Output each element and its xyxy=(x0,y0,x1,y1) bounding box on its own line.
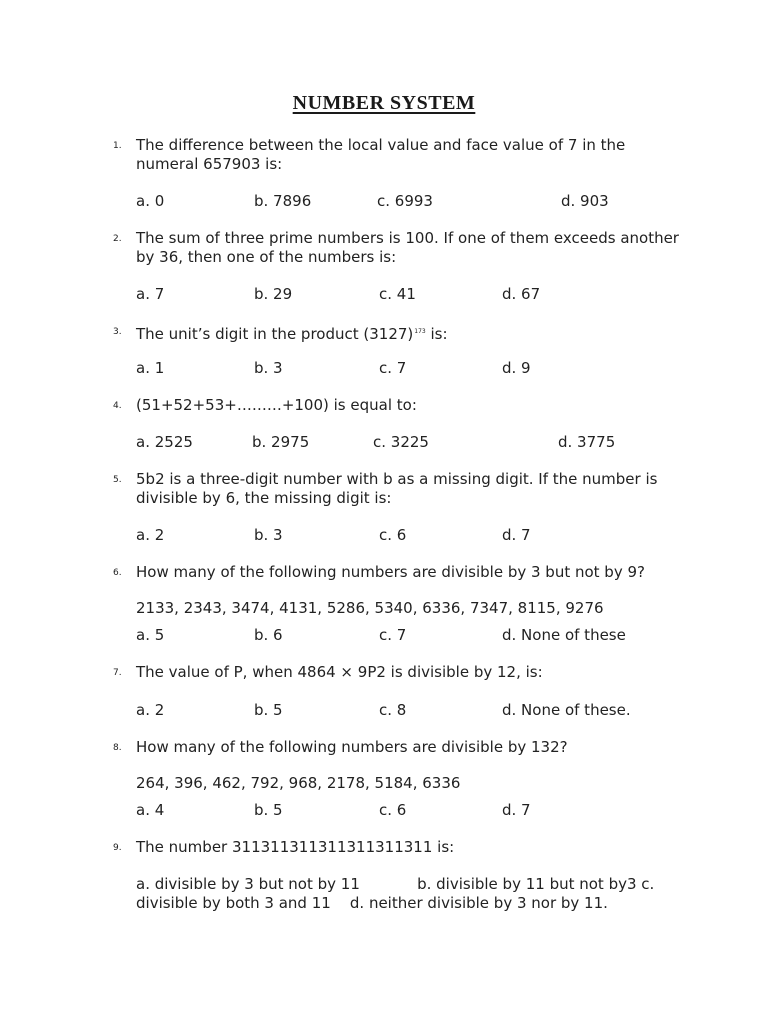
question-text-part: is: xyxy=(425,325,448,343)
question-number: 3. xyxy=(113,327,122,337)
option-d: d. 67 xyxy=(502,285,541,303)
options-9: a. divisible by 3 but not by 11 b. divisible by 11 but not by3 c. divisible by both 3 and 11 d. neither divisible by 3 nor by 11. xyxy=(136,875,660,912)
options-7 xyxy=(0,701,768,721)
exponent: 173 xyxy=(414,328,426,335)
option-c: c. 8 xyxy=(379,701,407,719)
option-a: a. 1 xyxy=(136,359,165,377)
option-a: a. 2 xyxy=(136,701,165,719)
option-a: a. 2525 xyxy=(136,433,193,451)
option-b: b. 29 xyxy=(254,285,293,303)
options-1 xyxy=(0,192,768,212)
option-c: c. 6993 xyxy=(377,192,433,210)
options-8 xyxy=(0,801,768,821)
option-b: b. 6 xyxy=(254,626,283,644)
option-c: c. 7 xyxy=(379,359,407,377)
question-text: The value of P, when 4864 × 9P2 is divisible by 12, is: xyxy=(136,663,543,681)
options-2 xyxy=(0,285,768,305)
option-a: a. 2 xyxy=(136,526,165,544)
number-list: 2133, 2343, 3474, 4131, 5286, 5340, 6336, 7347, 8115, 9276 xyxy=(136,599,604,617)
option-b: b. 7896 xyxy=(254,192,312,210)
option-d: d. 903 xyxy=(561,192,609,210)
question-text: How many of the following numbers are divisible by 132? xyxy=(136,738,568,756)
option-d: d. 7 xyxy=(502,526,531,544)
question-text xyxy=(136,322,681,344)
option-c: c. 6 xyxy=(379,801,407,819)
question-number: 1. xyxy=(113,141,122,151)
option-a: a. 4 xyxy=(136,801,165,819)
option-b: b. 2975 xyxy=(252,433,310,451)
question-number: 2. xyxy=(113,234,122,244)
option-c: c. 41 xyxy=(379,285,416,303)
options-3 xyxy=(0,359,768,379)
option-d: d. None of these. xyxy=(502,701,631,719)
option-b: b. 5 xyxy=(254,801,283,819)
question-text: 5b2 is a three-digit number with b as a missing digit. If the number is divisible by 6, the missing digit is: xyxy=(136,470,658,507)
question-text: The sum of three prime numbers is 100. If one of them exceeds another by 36, then one of the numbers is: xyxy=(136,229,679,266)
question-number: 9. xyxy=(113,843,122,853)
options-5 xyxy=(0,526,768,546)
option-b: b. 3 xyxy=(254,359,283,377)
option-b: b. 5 xyxy=(254,701,283,719)
option-a: a. 5 xyxy=(136,626,165,644)
question-number: 5. xyxy=(113,475,122,485)
option-a: a. 7 xyxy=(136,285,165,303)
options-6 xyxy=(0,626,768,646)
question-number: 7. xyxy=(113,668,122,678)
question-number: 8. xyxy=(113,743,122,753)
option-c: c. 6 xyxy=(379,526,407,544)
question-text-part: The unit’s digit in the product (3127) xyxy=(136,325,414,343)
number-list: 264, 396, 462, 792, 968, 2178, 5184, 6336 xyxy=(136,774,461,792)
option-c: c. 3225 xyxy=(373,433,429,451)
option-d: d. 9 xyxy=(502,359,531,377)
question-text: (51+52+53+………+100) is equal to: xyxy=(136,396,417,414)
question-number: 6. xyxy=(113,568,122,578)
option-d: d. 7 xyxy=(502,801,531,819)
option-a: a. 0 xyxy=(136,192,165,210)
option-b: b. 3 xyxy=(254,526,283,544)
options-4 xyxy=(0,433,768,453)
option-d: d. None of these xyxy=(502,626,626,644)
question-number: 4. xyxy=(113,401,122,411)
question-text: The number 311311311311311311311 is: xyxy=(136,838,455,856)
option-c: c. 7 xyxy=(379,626,407,644)
question-text: How many of the following numbers are divisible by 3 but not by 9? xyxy=(136,563,645,581)
question-text: The difference between the local value and face value of 7 in the numeral 657903 is: xyxy=(136,136,626,173)
option-d: d. 3775 xyxy=(558,433,616,451)
page-title: NUMBER SYSTEM xyxy=(292,92,476,114)
